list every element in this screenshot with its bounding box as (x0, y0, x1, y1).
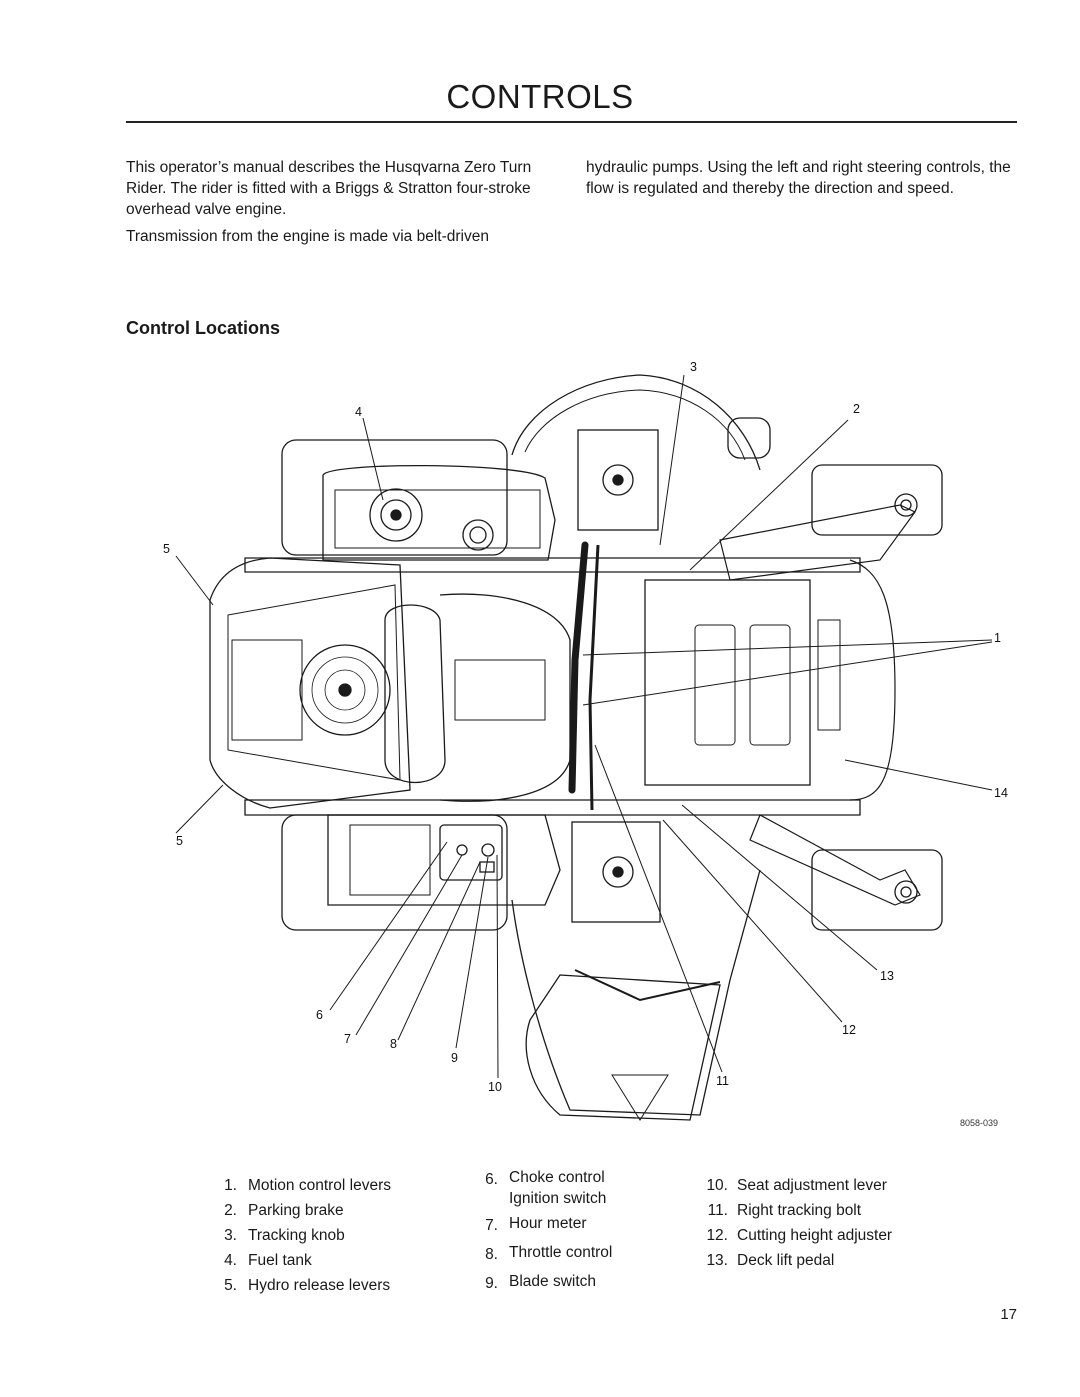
callout-7: 7 (344, 1032, 351, 1046)
page-number: 17 (1000, 1306, 1017, 1323)
legend-item: 11. Right tracking bolt (707, 1202, 862, 1219)
legend-item: 2. Parking brake (224, 1202, 344, 1219)
motion-control-lever-right (590, 545, 598, 810)
intro-paragraph-3: hydraulic pumps. Using the left and right steering controls, the flow is regulated and thereby the direction and speed. (586, 159, 1011, 197)
section-title: Control Locations (126, 318, 280, 338)
legend-item: 8. Throttle control (485, 1244, 613, 1263)
callout-8: 8 (390, 1037, 397, 1051)
fuel-tank (323, 466, 555, 560)
callout-9: 9 (451, 1051, 458, 1065)
callout-3: 3 (690, 360, 697, 374)
motion-control-lever-left (572, 545, 585, 790)
callout-11: 11 (716, 1074, 729, 1088)
seat-back (440, 594, 570, 801)
frame-rail-bottom (245, 800, 860, 815)
legend-item: 10. Seat adjustment lever (706, 1177, 887, 1194)
legend-column-1 (215, 1173, 391, 1298)
left-rear-tire-lower (282, 815, 507, 930)
engine-shroud (210, 558, 410, 808)
callout-10: 10 (488, 1080, 502, 1094)
right-front-caster-bottom (812, 850, 942, 930)
filler-neck-icon (463, 520, 493, 550)
callout-6: 6 (316, 1008, 323, 1022)
legend-item: 5. Hydro release levers (224, 1277, 391, 1294)
intro-paragraph-1: This operator’s manual describes the Husqvarna Zero Turn Rider. The rider is fitted with a Briggs & Stratton four-stroke overhead valve engine. (126, 159, 532, 218)
callout-12: 12 (842, 1023, 856, 1037)
right-front-caster-top (812, 465, 942, 535)
rear-chute-outline (512, 375, 760, 470)
seat (385, 605, 445, 783)
page-title: CONTROLS (446, 78, 634, 115)
figure-id: 8058-039 (960, 1118, 999, 1128)
callout-leaders (176, 375, 992, 1078)
callout-13: 13 (880, 969, 894, 983)
tracking-knob (728, 418, 770, 458)
left-rear-tire (282, 440, 507, 555)
legend-item: 6. Choke control Ignition switch (485, 1169, 607, 1207)
legend-column-3 (706, 1173, 892, 1273)
legend-item: 4. Fuel tank (224, 1252, 312, 1269)
callout-5-top: 5 (163, 542, 170, 556)
discharge-chute (526, 975, 720, 1120)
storage-tray (328, 815, 560, 905)
legend-item: 9. Blade switch (485, 1273, 597, 1292)
legend-item: 1. Motion control levers (224, 1177, 392, 1194)
callout-5-bottom: 5 (176, 834, 183, 848)
legend-item: 7. Hour meter (485, 1215, 587, 1234)
callout-2: 2 (853, 402, 860, 416)
legend-item: 12. Cutting height adjuster (706, 1227, 893, 1244)
callout-1: 1 (994, 631, 1001, 645)
legend-item: 13. Deck lift pedal (706, 1252, 835, 1269)
legend-item: 3. Tracking knob (224, 1227, 345, 1244)
legend-column-2 (476, 1167, 639, 1300)
callout-14: 14 (994, 786, 1008, 800)
intro-paragraph-2: Transmission from the engine is made via belt-driven (126, 228, 489, 245)
callout-4: 4 (355, 405, 362, 419)
